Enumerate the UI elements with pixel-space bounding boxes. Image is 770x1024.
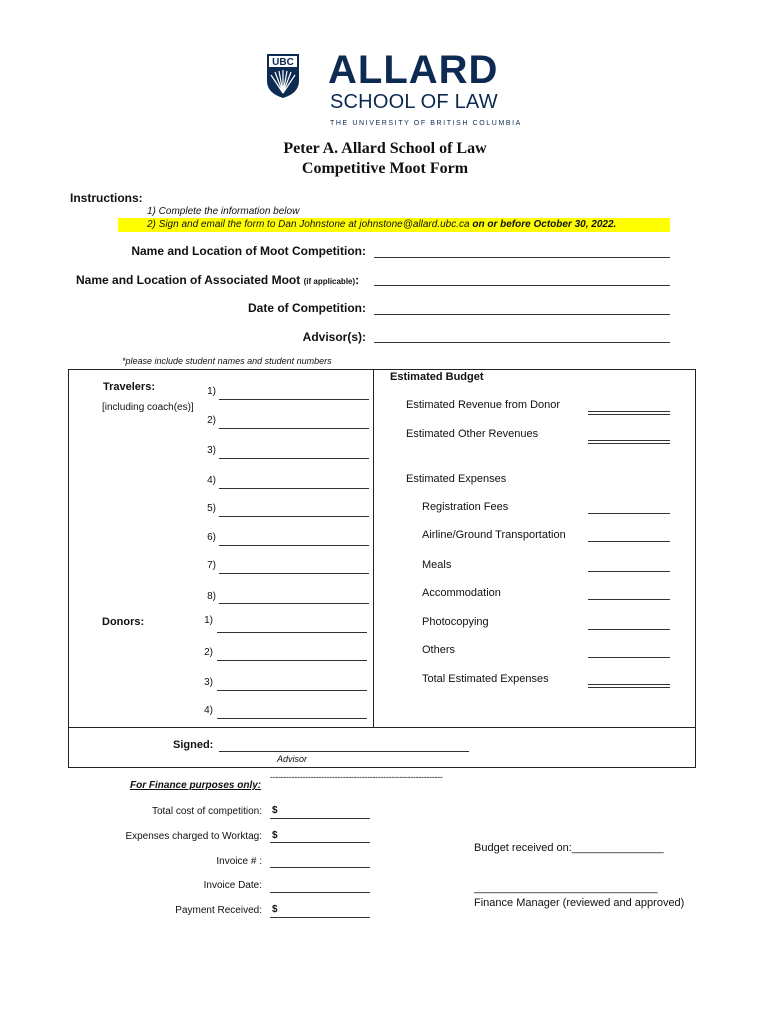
other-revenues-field[interactable] bbox=[588, 440, 670, 444]
budget-received-label[interactable]: Budget received on:_______________ bbox=[474, 842, 664, 854]
estimated-budget-heading: Estimated Budget bbox=[390, 371, 484, 383]
instruction-deadline: on or before October 30, 2022. bbox=[472, 219, 617, 230]
traveler-number: 5) bbox=[207, 503, 216, 514]
invoice-number-label: Invoice # : bbox=[216, 856, 262, 867]
donor-number: 2) bbox=[204, 647, 213, 658]
payment-received-field[interactable] bbox=[270, 917, 370, 918]
traveler-number: 2) bbox=[207, 415, 216, 426]
expenses-charged-field[interactable] bbox=[270, 842, 370, 843]
traveler-number: 6) bbox=[207, 532, 216, 543]
moot-competition-label: Name and Location of Moot Competition: bbox=[131, 244, 366, 258]
revenue-donor-label: Estimated Revenue from Donor bbox=[406, 399, 561, 411]
traveler-field-2[interactable] bbox=[219, 428, 369, 429]
ubc-shield-logo bbox=[266, 53, 300, 99]
expense-field-registration[interactable] bbox=[588, 513, 670, 514]
traveler-number: 1) bbox=[207, 386, 216, 397]
associated-moot-label: Name and Location of Associated Moot bbox=[76, 273, 301, 287]
total-expenses-field[interactable] bbox=[588, 684, 670, 688]
logo-school-text: SCHOOL OF LAW bbox=[330, 91, 498, 113]
donor-number: 1) bbox=[204, 615, 213, 626]
travel-budget-box bbox=[68, 369, 696, 728]
travelers-sublabel: [including coach(es)] bbox=[102, 402, 194, 413]
svg-text:UBC: UBC bbox=[272, 57, 294, 68]
advisors-label: Advisor(s): bbox=[302, 330, 366, 344]
total-cost-field[interactable] bbox=[270, 818, 370, 819]
traveler-field-1[interactable] bbox=[219, 399, 369, 400]
moot-competition-field[interactable] bbox=[374, 257, 670, 258]
invoice-number-field[interactable] bbox=[270, 867, 370, 868]
expenses-heading: Estimated Expenses bbox=[406, 473, 507, 485]
instruction-step1: 1) Complete the information below bbox=[147, 206, 300, 217]
donor-field-2[interactable] bbox=[217, 660, 367, 661]
expense-label-photocopying: Photocopying bbox=[422, 616, 489, 628]
expenses-charged-label: Expenses charged to Worktag: bbox=[125, 831, 262, 842]
revenue-donor-field[interactable] bbox=[588, 411, 670, 415]
donor-field-4[interactable] bbox=[217, 718, 367, 719]
expense-field-accommodation[interactable] bbox=[588, 599, 670, 600]
date-label: Date of Competition: bbox=[248, 301, 366, 315]
associated-moot-label-wrap bbox=[76, 273, 359, 287]
expense-label-others: Others bbox=[422, 644, 456, 656]
signature-box bbox=[68, 727, 696, 768]
expense-label-transportation: Airline/Ground Transportation bbox=[422, 529, 566, 541]
total-expenses-label: Total Estimated Expenses bbox=[422, 673, 549, 685]
donor-field-3[interactable] bbox=[217, 690, 367, 691]
logo-allard-text: ALLARD bbox=[328, 48, 499, 92]
traveler-field-3[interactable] bbox=[219, 458, 369, 459]
finance-manager-signature-line[interactable]: ______________________________ bbox=[474, 882, 658, 894]
finance-dashes: ---------------------------------------------------------------- bbox=[270, 772, 443, 782]
traveler-number: 4) bbox=[207, 475, 216, 486]
form-title-line2: Competitive Moot Form bbox=[301, 160, 469, 177]
date-field[interactable] bbox=[374, 314, 670, 315]
logo-university-text: THE UNIVERSITY OF BRITISH COLUMBIA bbox=[330, 120, 522, 127]
associated-moot-colon: : bbox=[355, 273, 360, 287]
payment-received-label: Payment Received: bbox=[175, 905, 262, 916]
invoice-date-field[interactable] bbox=[270, 892, 370, 893]
expense-label-meals: Meals bbox=[422, 559, 452, 571]
traveler-field-6[interactable] bbox=[219, 545, 369, 546]
other-revenues-label: Estimated Other Revenues bbox=[406, 428, 539, 440]
traveler-number: 8) bbox=[207, 591, 216, 602]
donors-label: Donors: bbox=[102, 616, 145, 628]
traveler-number: 7) bbox=[207, 560, 216, 571]
form-title-line1: Peter A. Allard School of Law bbox=[283, 140, 487, 157]
instruction-step2 bbox=[147, 219, 616, 230]
signed-label: Signed: bbox=[173, 739, 214, 751]
advisors-field[interactable] bbox=[374, 342, 670, 343]
box-divider bbox=[373, 369, 374, 728]
traveler-field-5[interactable] bbox=[219, 516, 369, 517]
instructions-label: Instructions: bbox=[70, 191, 143, 205]
expense-field-others[interactable] bbox=[588, 657, 670, 658]
expense-field-photocopying[interactable] bbox=[588, 629, 670, 630]
expense-label-accommodation: Accommodation bbox=[422, 587, 501, 599]
expense-label-registration: Registration Fees bbox=[422, 501, 509, 513]
traveler-field-8[interactable] bbox=[219, 603, 369, 604]
advisor-sublabel: Advisor bbox=[277, 754, 308, 764]
traveler-field-7[interactable] bbox=[219, 573, 369, 574]
dollar-sign: $ bbox=[272, 830, 278, 841]
associated-moot-note: (if applicable) bbox=[303, 277, 356, 286]
traveler-number: 3) bbox=[207, 445, 216, 456]
donor-field-1[interactable] bbox=[217, 632, 367, 633]
travelers-label: Travelers: bbox=[103, 381, 155, 393]
advisor-signature-field[interactable] bbox=[219, 751, 469, 752]
invoice-date-label: Invoice Date: bbox=[203, 880, 262, 891]
finance-heading: For Finance purposes only: bbox=[130, 780, 262, 791]
advisor-note: *please include student names and student numbers bbox=[122, 356, 332, 366]
expense-field-transportation[interactable] bbox=[588, 541, 670, 542]
total-cost-label: Total cost of competition: bbox=[151, 806, 262, 817]
associated-moot-field[interactable] bbox=[374, 285, 670, 286]
traveler-field-4[interactable] bbox=[219, 488, 369, 489]
expense-field-meals[interactable] bbox=[588, 571, 670, 572]
donor-number: 3) bbox=[204, 677, 213, 688]
instruction-step2-text: 2) Sign and email the form to Dan Johnstone at johnstone@allard.ubc.ca bbox=[147, 219, 470, 230]
finance-manager-label: Finance Manager (reviewed and approved) bbox=[474, 897, 685, 909]
donor-number: 4) bbox=[204, 705, 213, 716]
dollar-sign: $ bbox=[272, 805, 278, 816]
dollar-sign: $ bbox=[272, 904, 278, 915]
